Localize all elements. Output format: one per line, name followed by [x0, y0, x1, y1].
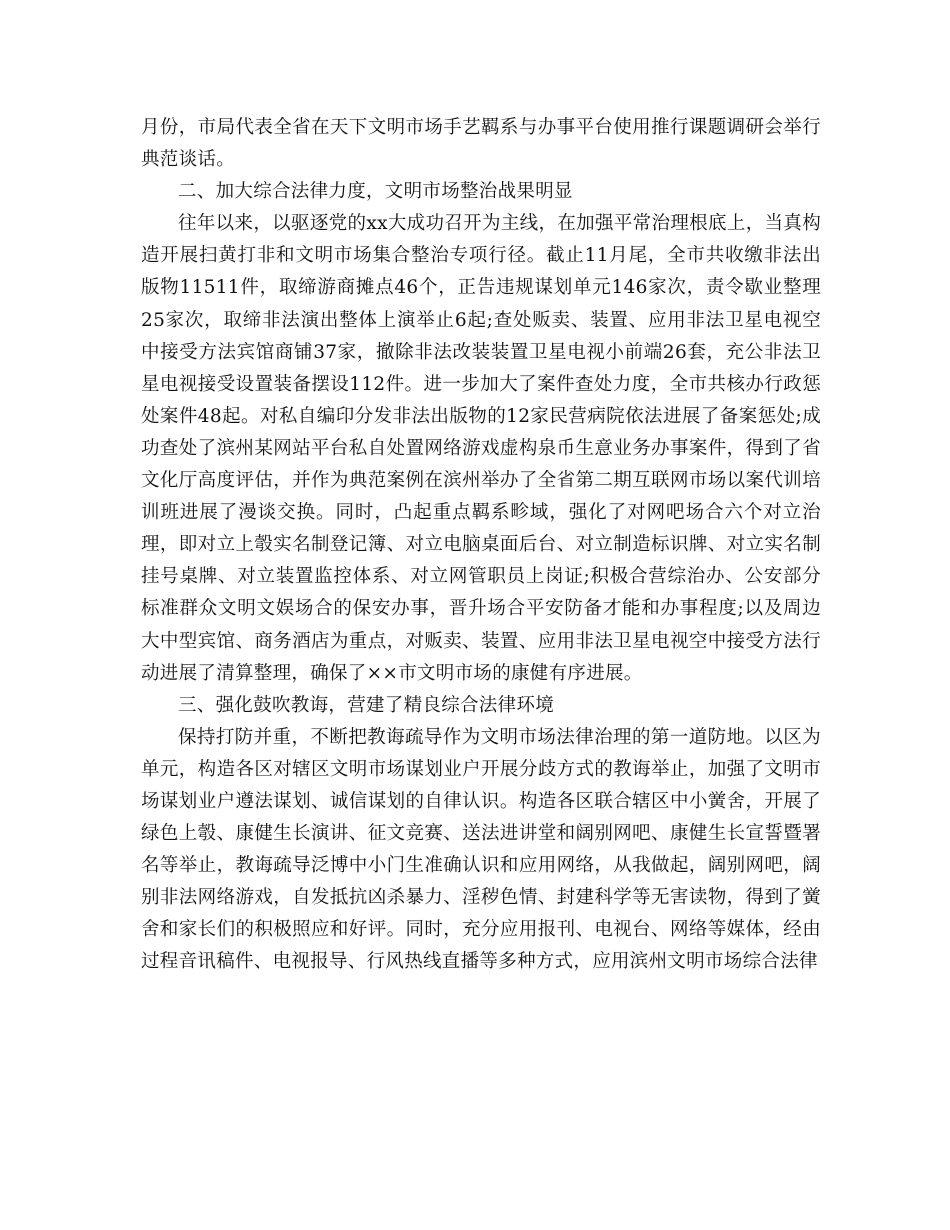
section-heading-2: 二、加大综合法律力度，文明市场整治战果明显: [178, 181, 573, 203]
document-body: [141, 112, 821, 979]
paragraph-education: 保持打防并重，不断把教诲疏导作为文明市场法律治理的第一道防地。以区为单元，构造各区对辖区文明市场谋划业户开展分歧方式的教诲举止，加强了文明市场谋划业户遵法谋划、诚信谋划的自律认识。构造各区联合辖区中小黉舍，开展了绿色上彀、康健生长演讲、征文竞赛、送法进讲堂和阔别网吧、康健生长宣誓暨署名等举止，教诲疏导泛博中小门生准确认识和应用网络，从我做起，阔别网吧，阔别非法网络游戏，自发抵抗凶杀暴力、淫秽色情、封建科学等无害读物，得到了黉舍和家长们的积极照应和好评。同时，充分应用报刊、电视台、网络等媒体，经由过程音讯稿件、电视报导、行风热线直播等多种方式，应用滨州文明市场综合法律: [141, 726, 821, 973]
section-heading-3: 三、强化鼓吹教诲，营建了精良综合法律环境: [178, 694, 555, 716]
paragraph-enforcement: 往年以来，以驱逐党的xx大成功召开为主线，在加强平常治理根底上，当真构造开展扫黄打非和文明市场集合整治专项行径。截止11月尾，全市共收缴非法出版物11511件，取缔游商摊点46个，正告违规谋划单元146家次，责令歇业整理25家次，取缔非法演出整体上演举止6起;查处贩卖、装置、应用非法卫星电视空中接受方法宾馆商铺37家，撤除非法改装装置卫星电视小前端26套，充公非法卫星电视接受设置装备摆设112件。进一步加大了案件查处力度，全市共核办行政惩处案件48起。对私自编印分发非法出版物的12家民营病院依法进展了备案惩处;成功查处了滨州某网站平台私自处置网络游戏虚构泉币生意业务办事案件，得到了省文化厅高度评估，并作为典范案例在滨州举办了全省第二期互联网市场以案代训培训班进展了漫谈交换。同时，凸起重点羁系畛域，强化了对网吧场合六个对立治理，即对立上彀实名制登记簿、对立电脑桌面后台、对立制造标识牌、对立实名制挂号桌牌、对立装置监控体系、对立网管职员上岗证;积极合营综治办、公安部分标准群众文明文娱场合的保安办事，晋升场合平安防备才能和办事程度;以及周边大中型宾馆、商务酒店为重点，对贩卖、装置、应用非法卫星电视空中接受方法行动进展了清算整理，确保了××市文明市场的康健有序进展。: [141, 213, 821, 684]
paragraph-continuation: 月份，市局代表全省在天下文明市场手艺羁系与办事平台使用推行课题调研会举行典范谈话。: [141, 117, 821, 171]
